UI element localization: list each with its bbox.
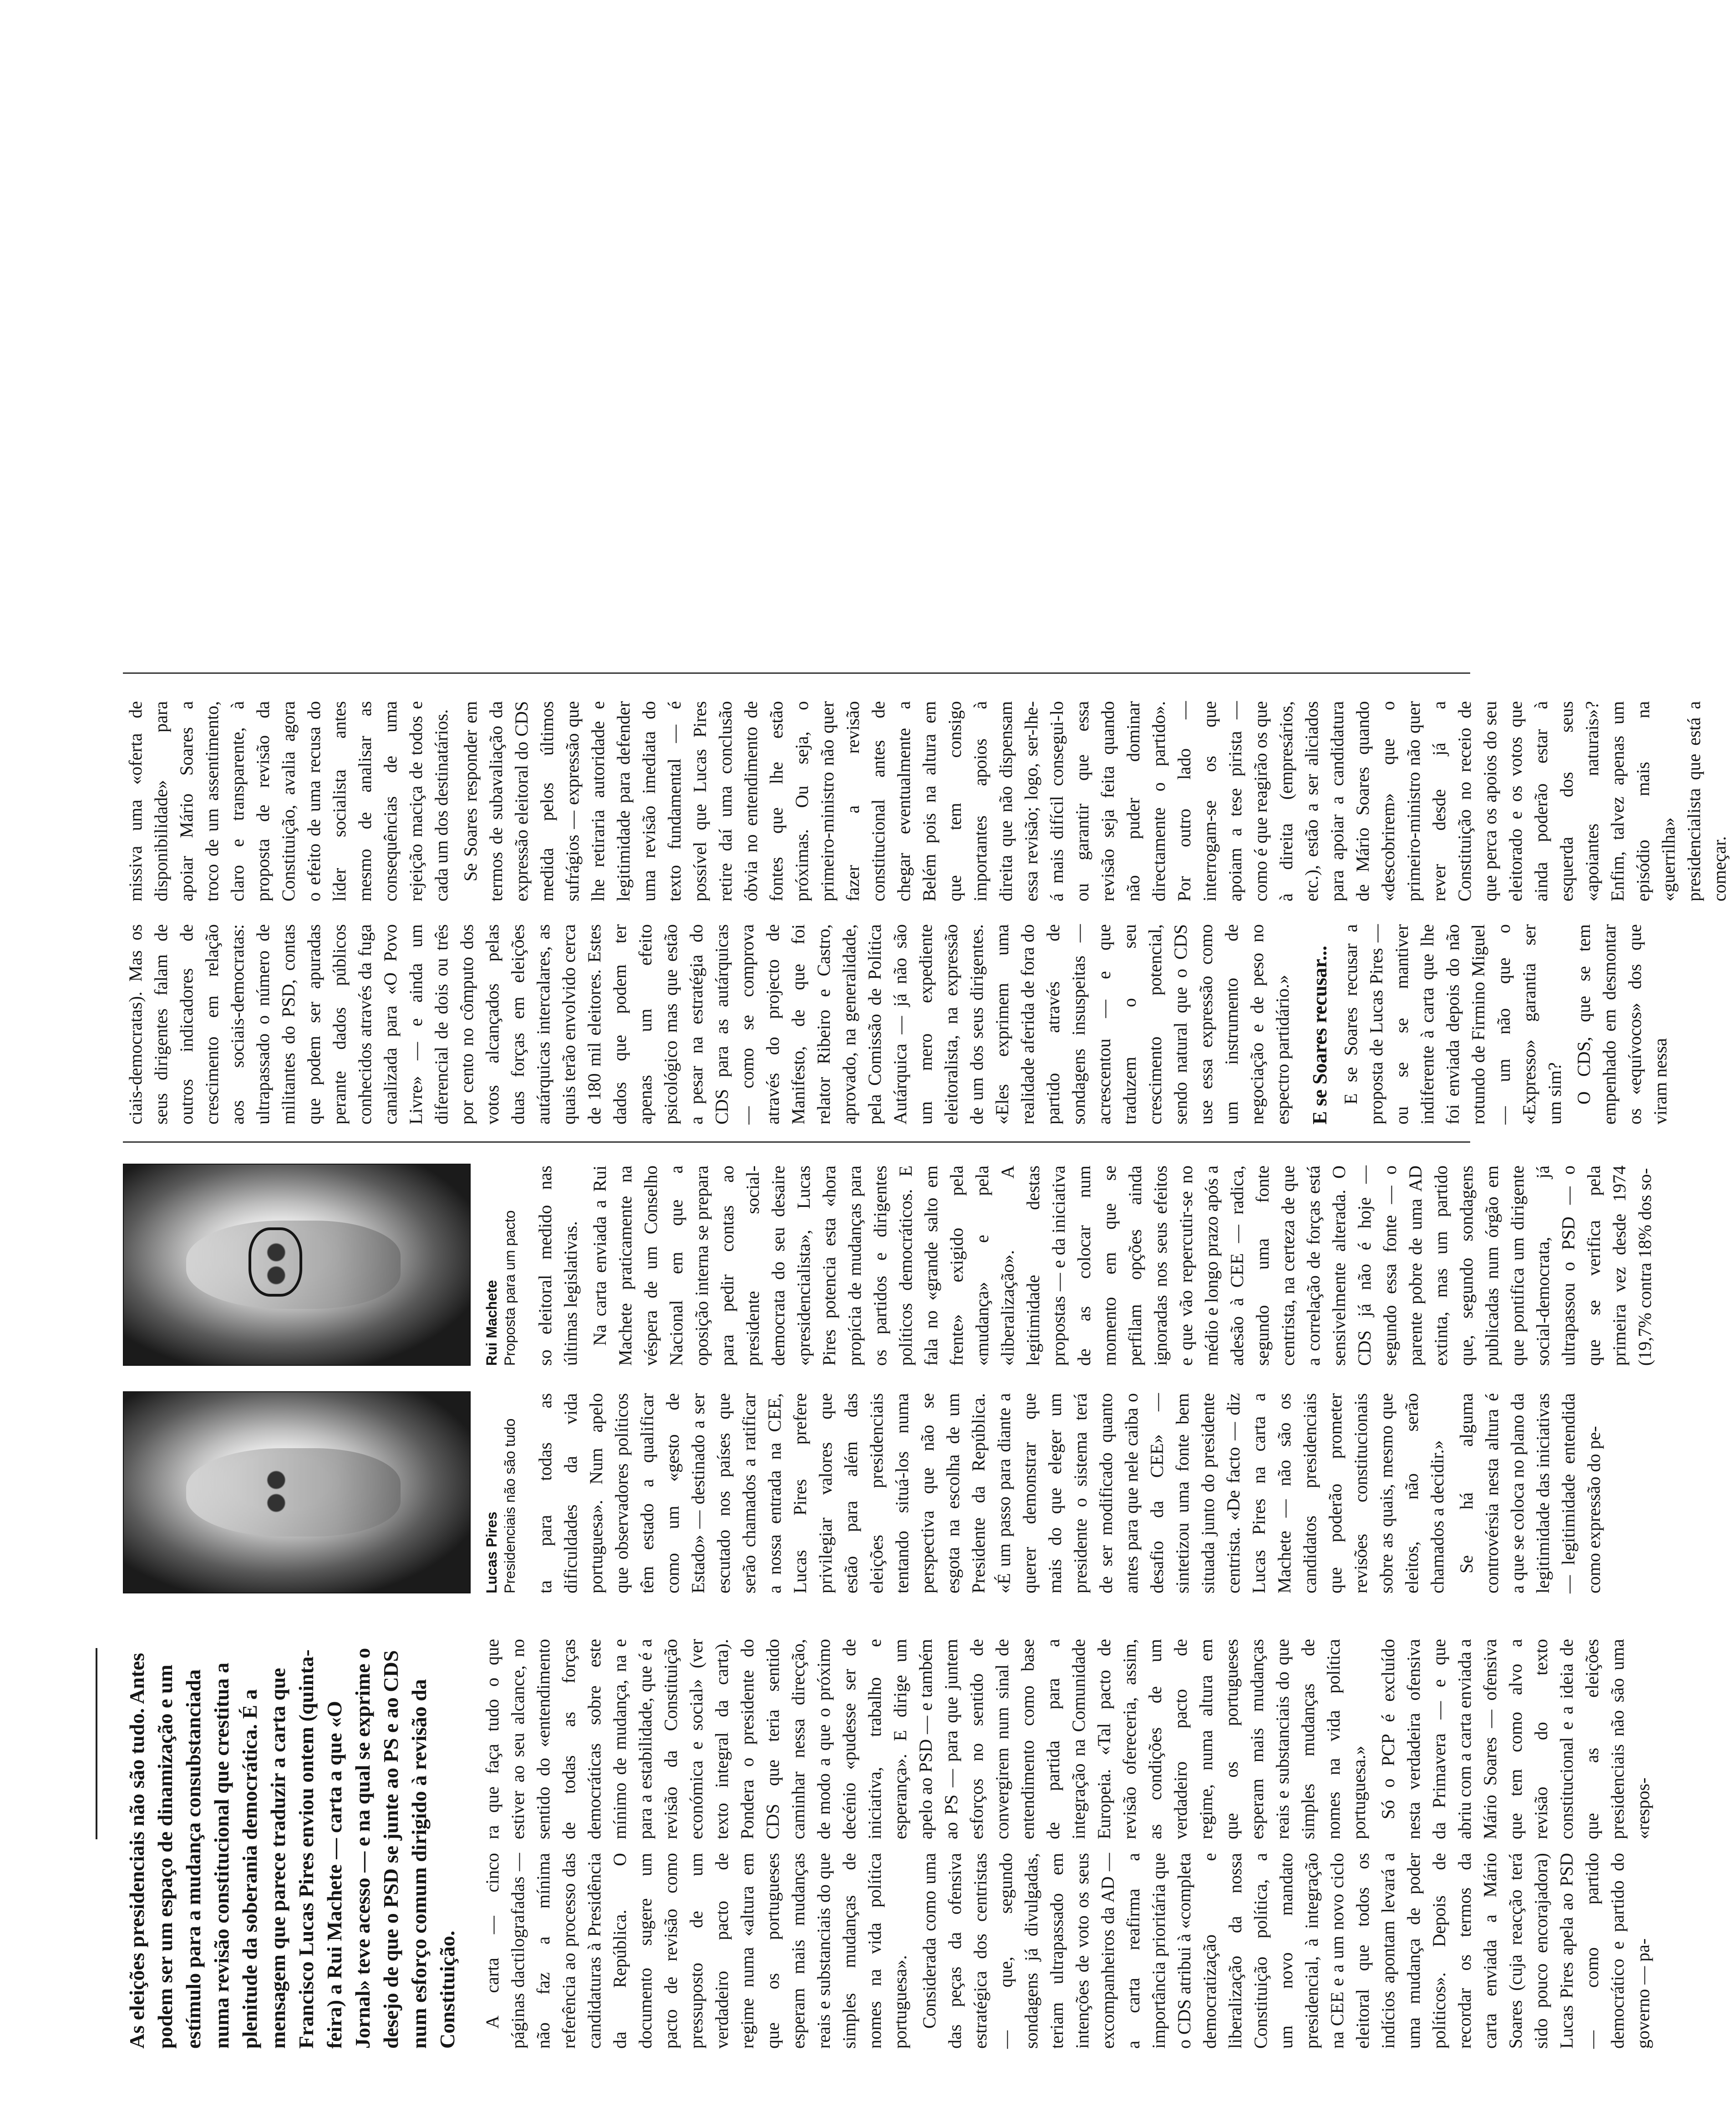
photo-caption [482,1165,519,1366]
paragraph: so eleitoral medido nas últimas legislativas. [535,1165,581,1366]
photo-lucas-pires [123,1391,471,1593]
photo-rui-machete [123,1164,471,1366]
paragraph: ra que faça tudo o que estiver ao seu alcance, no sentido do «entendimento de todas as forças democráticas sobre este mínimo de mudança, na e para a estabilidade, que é a revisão da Constituição económica e social» (ver texto integral da carta). Pondera o presidente do CDS que teria sentido caminhar nessa direcção, de modo a que o próximo decénio «pudesse ser de iniciativa, trabalho e esperança». E dirige um apelo ao PSD — e também ao PS — para que juntem esforços no sentido de convergirem num sinal de entendimento como base de partida para a integração na Comunidade Europeia. «Tal pacto de revisão ofereceria, assim, as condições de um verdadeiro pacto de regime, numa altura em que os portugueses esperam mais mudanças reais e substanciais do que simples mudanças de nomes na vida política portuguesa.» [482,1639,1369,1839]
paragraph: ta para todas as dificuldades da vida portuguesa». Num apelo que observadores políticos têm estado a qualificar como um «gesto de Estado» — destinado a ser escutado nos países que serão chamados a ratificar a nossa entrada na CEE, Lucas Pires prefere privilegiar valores que estão para além das eleições presidenciais tentando situá-los numa perspectiva que não se esgota na escolha de um Presidente da República. «É um passo para diante a querer demonstrar que mais do que eleger um presidente o sistema terá de ser modificado quanto antes para que nele caiba o desafio da CEE» — sintetizou uma fonte bem situada junto do presidente centrista. «De facto — diz Lucas Pires na carta a Machete — não são os candidatos presidenciais que poderão prometer revisões constitucionais sobre as quais, mesmo que eleitos, não serão chamados a decidir.» [535,1393,1447,1593]
caption-name: Rui Machete [483,1280,500,1366]
column-4 [533,1165,1661,1366]
portrait-glasses [249,1227,302,1297]
portrait-face [186,1448,401,1537]
paragraph: O CDS, que se tem empenhado em desmontar os «equívocos» dos que viram nessa [1574,924,1670,1125]
paragraph: A carta — cinco páginas dactilografadas — não faz a mínima referência ao processo das candidaturas à Presidência da República. O documento sugere um pacto de revisão como pressuposto de um verdadeiro pacto de regime numa «altura em que os portugueses esperam mais mudanças reais e substanciais do que simples mudanças de nomes na vida política portuguesa». [482,1853,910,2049]
paragraph: missiva uma «oferta de disponibilidade» para apoiar Mário Soares a troco de um assentimento, claro e transparente, à proposta de revisão da Constituição, avalia agora o efeito de uma recusa do líder socialista antes mesmo de analisar as consequências de uma rejeição maciça de todos e cada um dos destinatários. [125,701,452,901]
column-6 [123,701,1736,901]
column-1a [480,1853,1660,2049]
column-2 [480,1639,1660,1839]
paragraph: Na carta enviada a Rui Machete praticamente na véspera de um Conselho Nacional em que a oposição interna se prepara para pedir contas ao presidente social-democrata do seu desaire «presidencialista», Lucas Pires potencia esta «hora propícia de mudanças para os partidos e dirigentes políticos democráticos. E fala no «grande salto em frente» exigido pela «mudança» e pela «liberalização». A legitimidade destas propostas — e da iniciativa de as colocar num momento em que se perfilam opções ainda ignoradas nos seus efeitos e que vão repercutir-se no médio e longo prazo após a adesão à CEE — radica, segundo uma fonte centrista, na certeza de que a correlação de forças está sensivelmente alterada. O CDS já não é hoje — segundo essa fonte — o parente pobre de uma AD extinta, mas um partido que, segundo sondagens publicadas num órgão em que pontifica um dirigente social-democrata, já ultrapassou o PSD — o que se verifica pela primeira vez desde 1974 (19,7% contra 18% dos so- [589,1165,1655,1366]
paragraph: Se há alguma controvérsia nesta altura é a que se coloca no plano da legitimidade das iniciativas — legitimidade entendida como expressão do pe- [1456,1393,1604,1593]
column-1 [123,1639,1660,2049]
column-3 [533,1393,1610,1593]
caption-text: Proposta para um pacto [502,1210,518,1366]
lead-rule [96,1648,97,1839]
paragraph: Só o PCP é excluído nesta verdadeira ofensiva da Primavera — e que abriu com a carta enviada a Mário Soares — ofensiva que tem como alvo a revisão do texto constitucional e a ideia de que as eleições presidenciais não são uma «respos- [1378,1639,1653,1839]
paragraph: Se Soares responder em termos de subavaliação da expressão eleitoral do CDS medida pelos últimos sufrágios — expressão que lhe retiraria autoridade e legitimidade para defender uma revisão imediata do texto fundamental — é possível que Lucas Pires retire daí uma conclusão óbvia no entendimento de fontes que lhe estão próximas. Ou seja, o primeiro-ministro não quer fazer a revisão constitucional antes de chegar eventualmente a Belém pois na altura em que tem consigo importantes apoios à direita que não dispensam essa revisão; logo, ser-lhe-á mais difícil consegui-lo ou garantir que essa revisão seja feita quando não puder dominar directamente o partido». Por outro lado — interrogam-se os que apoiam a tese pirista — como é que reagirão os que à direita (empresários, etc.), estão a ser aliciados para apoiar a candidatura de Mário Soares quando «descobrirem» que o primeiro-ministro não quer rever desde já a Constituição no receio de que perca os apoios do seu eleitorado e os votos que ainda poderão estar à esquerda dos seus «apoiantes naturais»? Enfim, talvez apenas um episódio mais na «guerrilha» presidencialista que está a começar. [460,701,1730,901]
caption-text: Presidenciais não são tudo [502,1418,518,1593]
column-rule [123,1141,1470,1143]
page-edge-rule [123,672,1470,674]
lead-paragraph: As eleições presidenciais não são tudo. Antes podem ser um espaço de dinamização e um estímulo para a mudança consubstanciada numa revisão constitucional que crestitua a plenitude da soberania democrática. É a mensagem que parece traduzir a carta que Francisco Lucas Pires enviou ontem (quinta-feira) a Rui Machete — carta a que «O Jornal» teve acesso — e na qual se exprime o desejo de que o PSD se junte ao PS e ao CDS num esforço comum dirigido à revisão da Constituição. [125,1648,459,2049]
paragraph: Considerada como uma das peças da ofensiva estratégica dos centristas — que, segundo sondagens já divulgadas, teriam ultrapassado em intenções de voto os seus excompanheiros da AD — a carta reafirma a importância prioritária que o CDS atribui à «completa democratização e liberalização da nossa Constituição política, a um novo mandato presidencial, à integração na CEE e a um novo ciclo eleitoral que todos os indícios apontam levará a uma mudança de poder políticos». Depois de recordar os termos da carta enviada a Mário Soares (cuja reacção terá sido pouco encorajadora) Lucas Pires apela ao PSD — como partido democrático e partido do governo — pa- [919,1853,1653,2049]
photo-caption [482,1393,519,1593]
caption-name: Lucas Pires [483,1511,500,1593]
column-5 [123,924,1677,1125]
subheading: E se Soares recusar... [1309,946,1331,1125]
paragraph: E se Soares recusar a proposta de Lucas Pires — ou se se mantiver indiferente à carta que lhe foi enviada depois do não rotundo de Firmino Miguel — um não que o «Expresso» garantia ser um sim? [1340,924,1565,1125]
newspaper-page [123,46,1730,2049]
paragraph: ciais-democratas). Mas os seus dirigentes falam de outros indicadores de crescimento em relação aos sociais-democratas: ultrapassado o número de militantes do PSD, contas que podem ser apuradas perante dados públicos conhecidos através da fuga canalizada para «O Povo Livre» — e ainda um diferencial de dois ou três por cento no cômputo dos votos alcançados pelas duas forças em eleições autárquicas intercalares, as quais terão envolvido cerca de 180 mil eleitores. Estes dados que podem ter apenas um efeito psicológico mas que estão a pesar na estratégia do CDS para as autárquicas — como se comprova através do projecto de Manifesto, de que foi relator Ribeiro e Castro, aprovado, na generalidade, pela Comissão de Política Autárquica — já não são um mero expediente eleitoralista, na expressão de um dos seus dirigentes. «Eles exprimem uma realidade aferida de fora do partido através de sondagens insuspeitas — acrescentou — e que traduzem o seu crescimento potencial, sendo natural que o CDS use essa expressão como um instrumento de negociação e de peso no espectro partidário.» [125,924,1293,1125]
